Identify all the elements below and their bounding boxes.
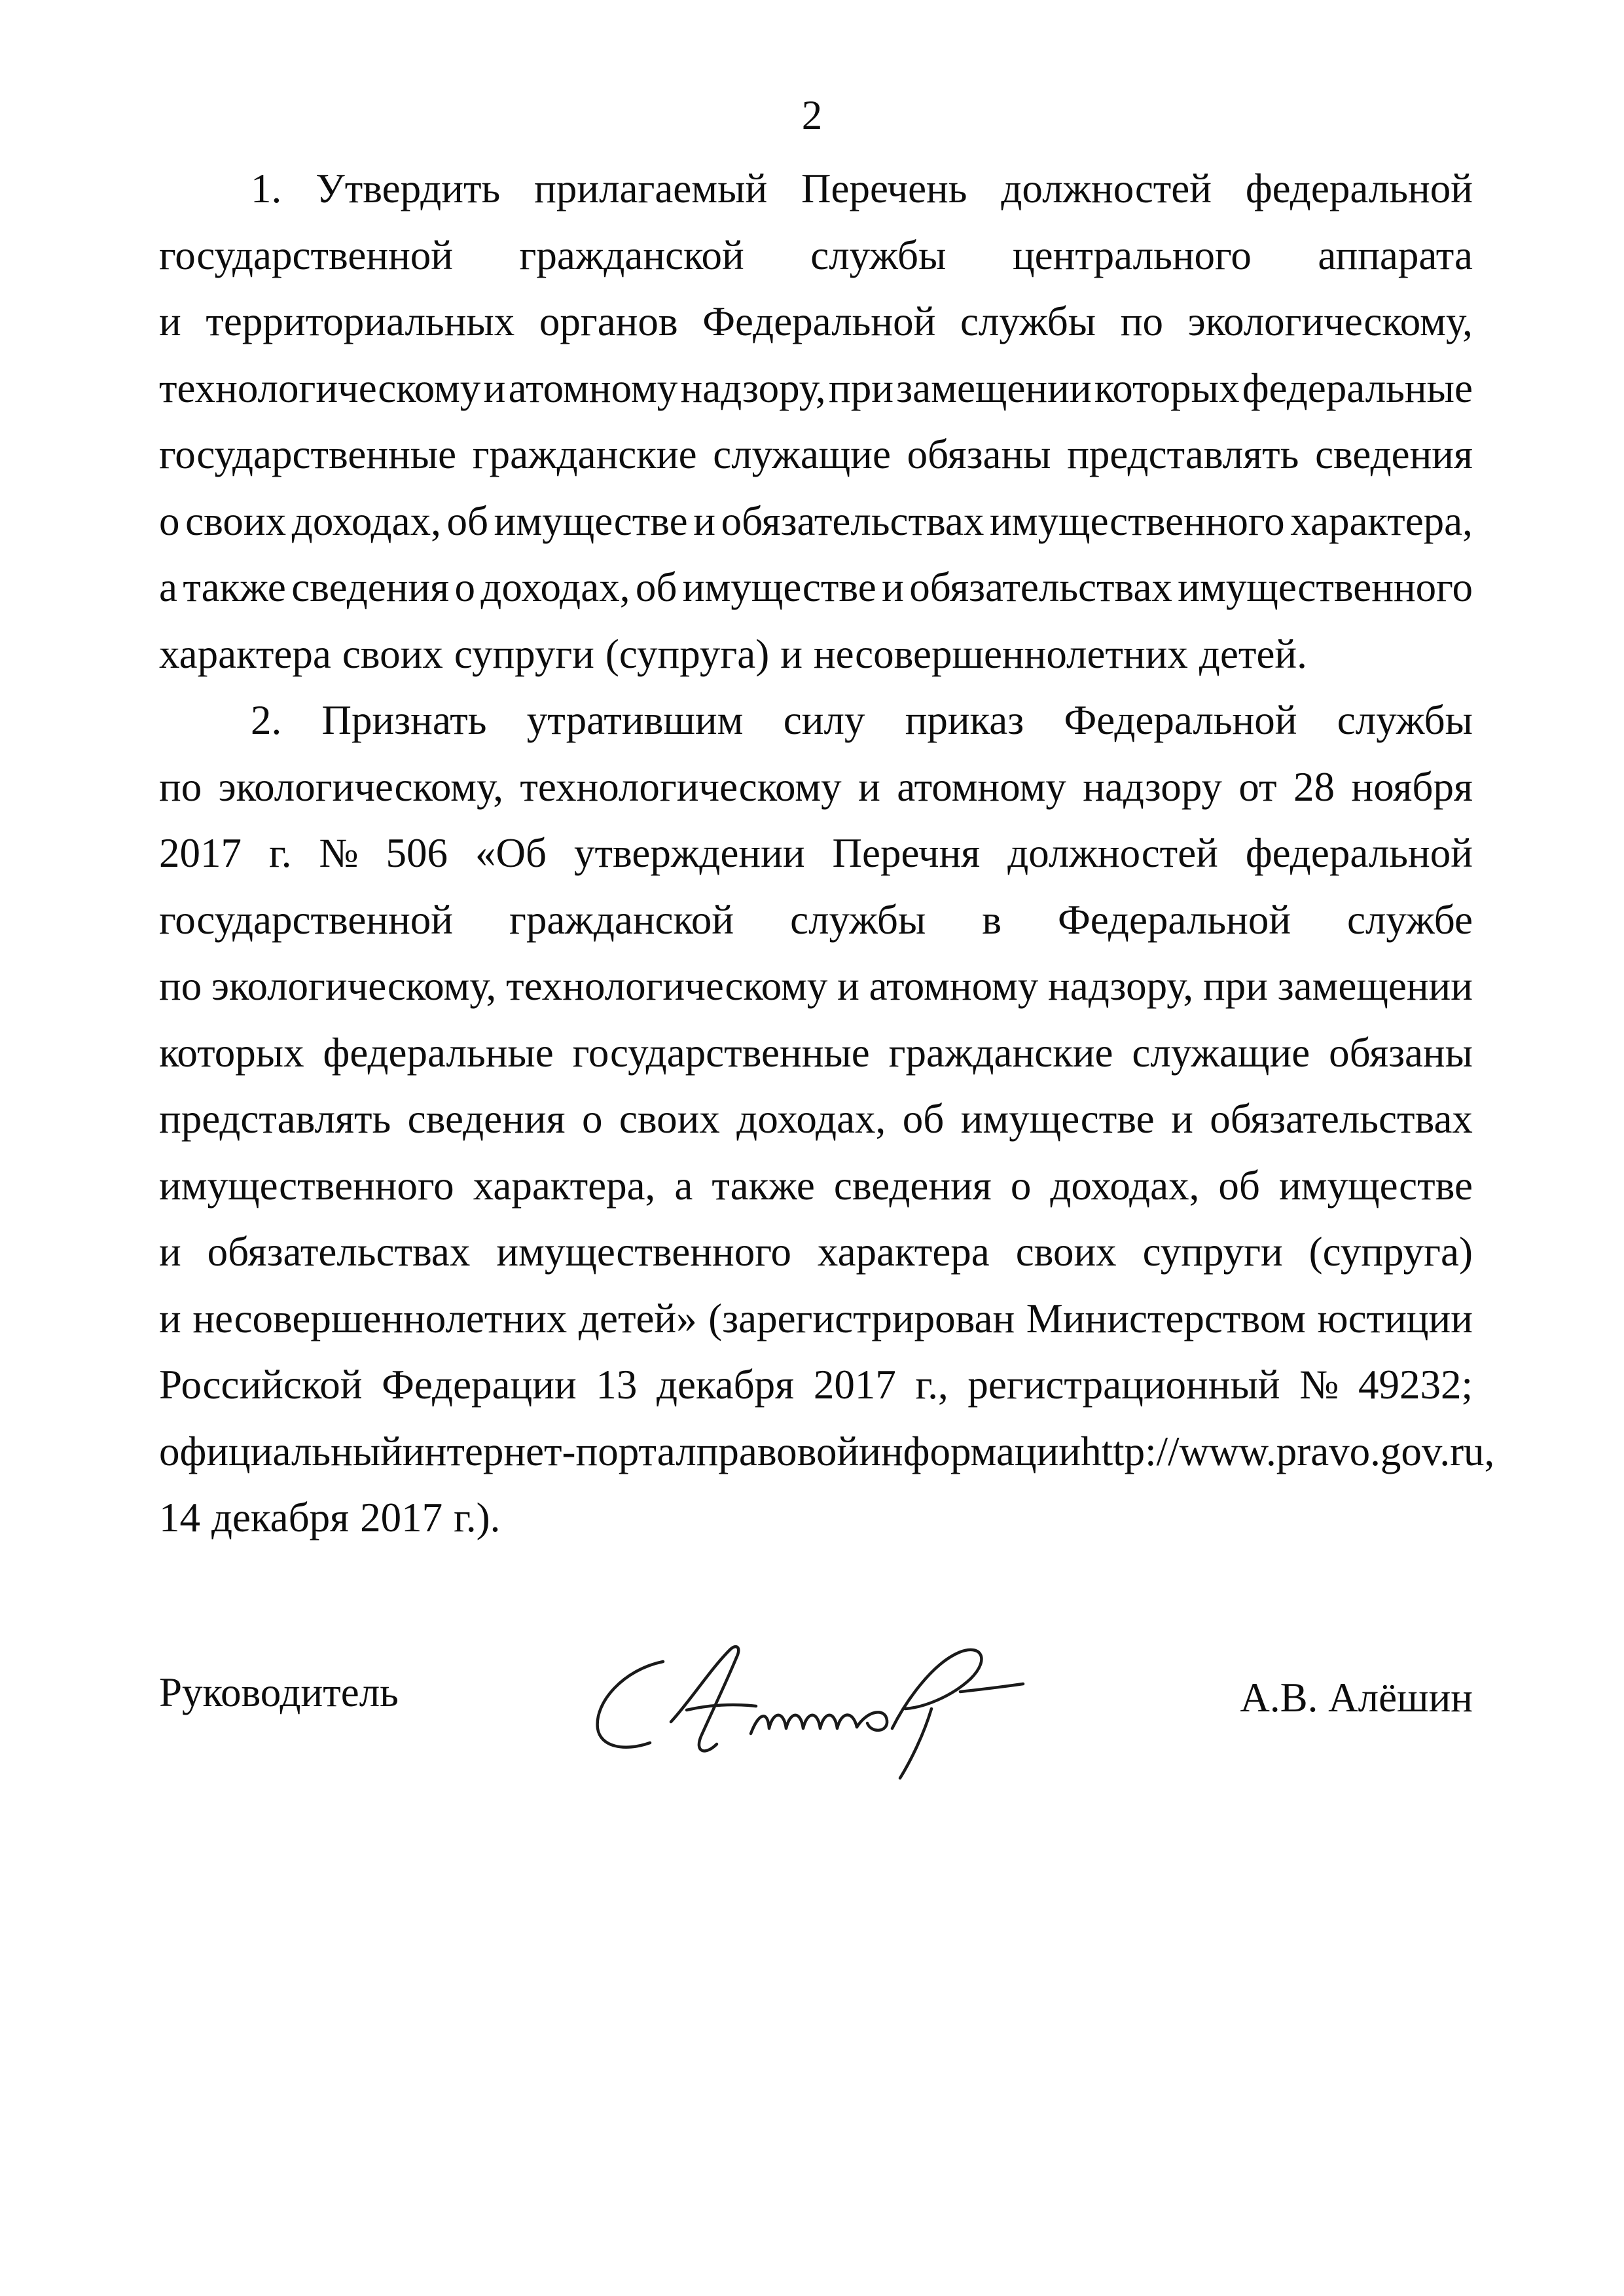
word: имущественного <box>1178 564 1473 610</box>
word: имуществе <box>682 564 876 610</box>
word: № <box>319 830 359 876</box>
word: об <box>446 498 489 544</box>
word: Перечень <box>801 166 967 211</box>
word: 2. <box>251 697 282 743</box>
word: характера, <box>473 1162 656 1209</box>
word: технологическому <box>159 365 481 411</box>
word: должностей <box>1001 166 1212 211</box>
word: сведения <box>1315 431 1473 477</box>
word: технологическому <box>506 963 828 1009</box>
word: федеральной <box>1245 166 1473 211</box>
word: и <box>858 763 880 810</box>
word: при <box>829 365 893 411</box>
word: 28 <box>1293 763 1335 810</box>
word: атомному <box>897 763 1066 810</box>
word: своих <box>619 1096 720 1142</box>
word: и <box>882 564 904 610</box>
word: а <box>159 564 177 610</box>
word: и <box>1171 1096 1193 1142</box>
text-line <box>159 422 1473 488</box>
text-line <box>159 1485 1473 1552</box>
word: службы <box>960 299 1096 344</box>
word: информации <box>859 1428 1081 1474</box>
handwritten-signature <box>565 1624 1036 1781</box>
text-line <box>159 1086 1473 1153</box>
word: по <box>1120 299 1163 344</box>
word: имущественного <box>159 1162 454 1209</box>
signature-block <box>159 1624 1473 1781</box>
word: Федерации <box>382 1362 577 1408</box>
text-line <box>159 555 1473 621</box>
word: в <box>982 896 1002 943</box>
word: гражданской <box>509 896 734 943</box>
word: и <box>159 1229 181 1275</box>
word: сведения <box>291 564 450 610</box>
word: регистрационный <box>967 1362 1280 1408</box>
word: об <box>902 1096 945 1142</box>
word: обязательствах <box>721 498 984 544</box>
word: интернет-портал <box>402 1428 696 1474</box>
word: имуществе <box>960 1096 1155 1142</box>
word: Признать <box>321 697 487 743</box>
word: ноября <box>1351 763 1473 810</box>
word: «Об <box>475 830 547 876</box>
word: гражданские <box>888 1029 1113 1076</box>
word: государственной <box>159 232 453 278</box>
word: обязаны <box>1329 1029 1473 1076</box>
word: экологическому, <box>218 763 503 810</box>
word: № <box>1299 1362 1339 1408</box>
word: технологическому <box>520 763 842 810</box>
word: экологическому, <box>1187 299 1473 344</box>
text-line <box>159 1153 1473 1220</box>
text-line <box>159 1286 1473 1353</box>
word: служащие <box>713 431 891 477</box>
word: правовой <box>696 1428 859 1474</box>
word: и <box>837 963 859 1009</box>
word: 13 <box>596 1362 638 1408</box>
text-line <box>159 1020 1473 1087</box>
text-line <box>159 953 1473 1020</box>
word: супруги <box>454 630 594 677</box>
word: Федеральной <box>1058 896 1291 943</box>
word: центрального <box>1012 232 1252 278</box>
word: службы <box>810 232 947 278</box>
word: имуществе <box>494 498 688 544</box>
word: супруги <box>1142 1229 1283 1275</box>
signatory-name: А.В. Алёшин <box>1240 1675 1473 1721</box>
text-line <box>159 488 1473 555</box>
word: федеральные <box>1242 365 1473 411</box>
word: г.). <box>454 1495 501 1540</box>
word: г. <box>268 830 292 876</box>
document-body <box>159 156 1495 1552</box>
word: и <box>159 299 181 344</box>
word: сведения <box>833 1162 992 1209</box>
page-number: 2 <box>801 92 823 138</box>
paragraph-2 <box>159 687 1495 1552</box>
word: замещении <box>1277 963 1473 1009</box>
word: 49232; <box>1358 1362 1473 1408</box>
word: http://www.pravo.gov.ru, <box>1081 1428 1495 1474</box>
word: доходах, <box>291 498 441 544</box>
word: Перечня <box>832 830 981 876</box>
word: (супруга) <box>1308 1229 1473 1275</box>
word: 506 <box>386 830 448 876</box>
word: о <box>454 564 476 610</box>
word: замещении <box>896 365 1092 411</box>
word: своих <box>1015 1229 1117 1275</box>
word: по <box>159 763 202 810</box>
word: (супруга) <box>605 630 770 677</box>
text-line <box>159 621 1473 688</box>
word: и <box>159 1295 181 1341</box>
word: 2017 <box>813 1362 896 1408</box>
word: обязательствах <box>909 564 1172 610</box>
word: доходах, <box>1050 1162 1200 1209</box>
word: доходах, <box>736 1096 886 1142</box>
word: аппарата <box>1318 232 1473 278</box>
word: о <box>1010 1162 1032 1209</box>
word: характера, <box>1290 498 1473 544</box>
word: и <box>483 365 506 411</box>
word: атомному <box>869 963 1039 1009</box>
word: федеральной <box>1245 830 1473 876</box>
word: гражданской <box>519 232 744 278</box>
word: о <box>159 498 180 544</box>
word: (зарегистрирован <box>708 1295 1015 1341</box>
paragraph-1 <box>159 156 1473 687</box>
word: официальный <box>159 1428 403 1474</box>
word: службе <box>1347 896 1473 943</box>
text-line <box>159 820 1473 887</box>
word: которых <box>159 1029 304 1076</box>
word: службы <box>1337 697 1473 743</box>
word: 2017 <box>159 830 242 876</box>
word: имущественного <box>496 1229 791 1275</box>
word: Российской <box>159 1362 363 1408</box>
word: г., <box>915 1362 948 1408</box>
word: государственные <box>159 431 457 477</box>
word: федеральные <box>323 1029 554 1076</box>
word: своих <box>342 630 443 677</box>
word: от <box>1238 763 1277 810</box>
word: и <box>693 498 715 544</box>
word: обязательствах <box>207 1229 471 1275</box>
word: 2017 <box>360 1495 443 1540</box>
word: декабря <box>211 1495 350 1540</box>
word: представлять <box>159 1096 391 1142</box>
word: также <box>712 1162 815 1209</box>
word: а <box>674 1162 693 1209</box>
word: силу <box>783 697 865 743</box>
word: служащие <box>1132 1029 1310 1076</box>
word: государственные <box>572 1029 870 1076</box>
word: гражданские <box>472 431 697 477</box>
word: доходах, <box>480 564 630 610</box>
word: юстиции <box>1317 1295 1473 1341</box>
word: о <box>581 1096 603 1142</box>
word: характера <box>817 1229 990 1275</box>
word: несовершеннолетних <box>813 630 1188 677</box>
word: должностей <box>1007 830 1218 876</box>
word: приказ <box>905 697 1024 743</box>
word: детей» <box>578 1295 697 1341</box>
word: 1. <box>251 166 282 211</box>
word: сведения <box>407 1096 566 1142</box>
text-line <box>159 223 1473 289</box>
word: при <box>1202 963 1268 1009</box>
word: имущественного <box>990 498 1285 544</box>
text-line <box>159 1219 1473 1286</box>
word: обязаны <box>907 431 1051 477</box>
word: прилагаемый <box>534 166 768 211</box>
word: обязательствах <box>1210 1096 1473 1142</box>
word: Утвердить <box>316 166 501 211</box>
text-line <box>159 355 1473 422</box>
word: надзору, <box>680 365 826 411</box>
word: утверждении <box>574 830 805 876</box>
text-line <box>159 156 1473 223</box>
word: надзору, <box>1048 963 1194 1009</box>
word: территориальных <box>206 299 515 344</box>
word: службы <box>790 896 926 943</box>
text-line <box>159 1352 1473 1419</box>
text-line <box>159 289 1473 355</box>
word: несовершеннолетних <box>192 1295 568 1341</box>
text-line <box>159 887 1473 954</box>
word: атомному <box>508 365 678 411</box>
word: Федеральной <box>1064 697 1297 743</box>
word: своих <box>185 498 287 544</box>
word: экологическому, <box>211 963 497 1009</box>
word: характера <box>159 630 331 677</box>
word: государственной <box>159 896 453 943</box>
word: имуществе <box>1279 1162 1473 1209</box>
word: Федеральной <box>702 299 936 344</box>
signatory-position: Руководитель <box>159 1669 399 1715</box>
word: Министерством <box>1026 1295 1306 1341</box>
text-line <box>159 754 1473 821</box>
word: надзору <box>1083 763 1222 810</box>
word: 14 <box>159 1495 200 1540</box>
word: также <box>183 564 286 610</box>
word: декабря <box>656 1362 795 1408</box>
word: которых <box>1094 365 1240 411</box>
text-line <box>159 687 1473 754</box>
word: по <box>159 963 202 1009</box>
word: об <box>635 564 677 610</box>
word: представлять <box>1067 431 1299 477</box>
word: утратившим <box>526 697 744 743</box>
word: об <box>1218 1162 1260 1209</box>
word: и <box>780 630 803 677</box>
word: детей. <box>1199 630 1307 677</box>
word: органов <box>539 299 678 344</box>
text-line <box>159 1419 1495 1485</box>
